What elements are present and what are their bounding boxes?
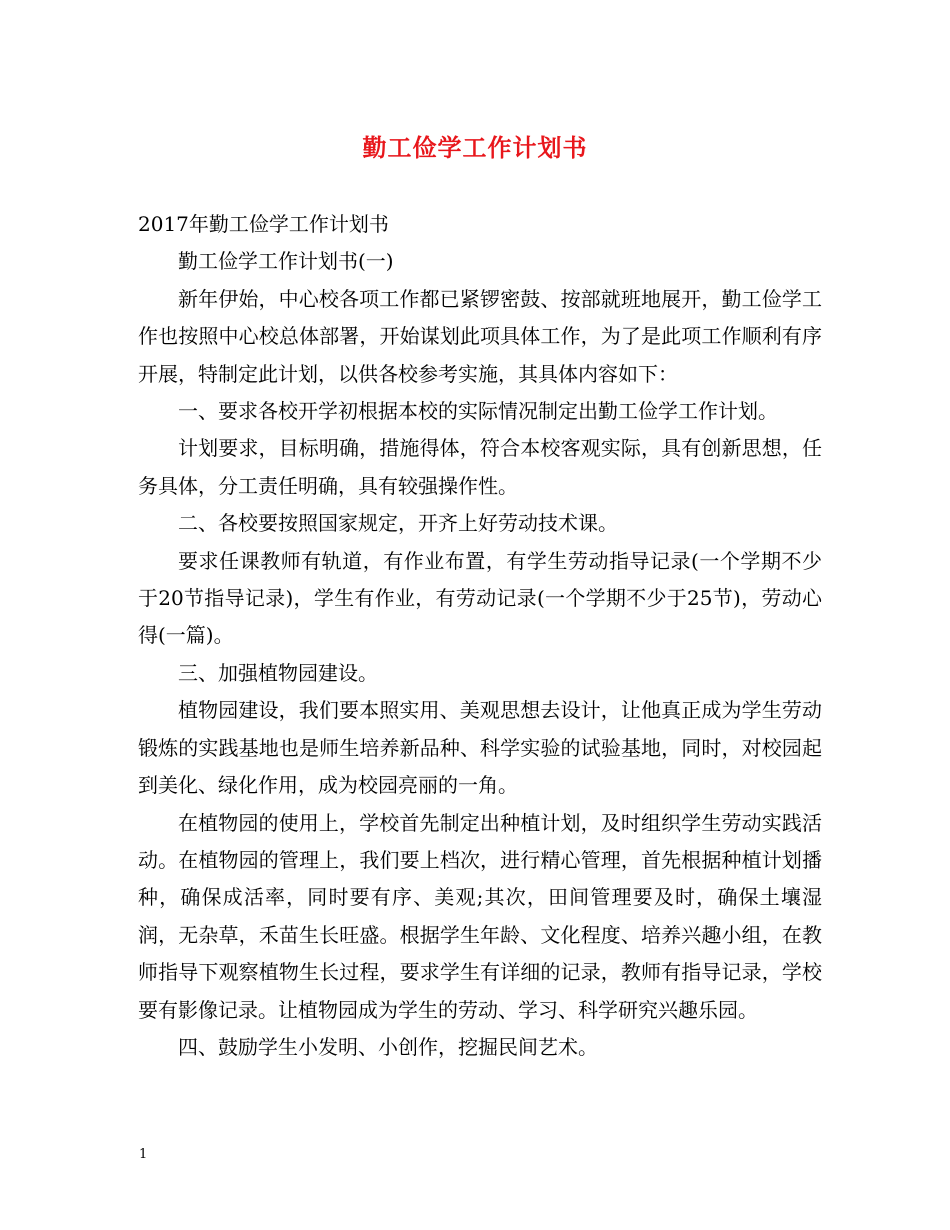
paragraph: 植物园建设，我们要本照实用、美观思想去设计，让他真正成为学生劳动锻炼的实践基地也是师生培养新品种、科学实验的试验基地，同时，对校园起到美化、绿化作用，成为校园亮丽的一角。	[138, 698, 822, 798]
section-heading: 勤工俭学工作计划书(一)	[178, 249, 394, 274]
paragraph: 新年伊始，中心校各项工作都已紧锣密鼓、按部就班地展开，勤工俭学工作也按照中心校总体部署，开始谋划此项具体工作，为了是此项工作顺利有序开展，特制定此计划，以供各校参考实施，其具体内容如下：	[138, 286, 822, 386]
subtitle-line: 2017年勤工俭学工作计划书	[138, 212, 389, 236]
document-title: 勤工俭学工作计划书	[362, 133, 588, 162]
paragraph: 二、各校要按照国家规定，开齐上好劳动技术课。	[178, 511, 618, 536]
paragraph: 三、加强植物园建设。	[178, 660, 378, 685]
paragraph: 要求任课教师有轨道，有作业布置，有学生劳动指导记录(一个学期不少于20节指导记录)，学生有作业，有劳动记录(一个学期不少于25节)，劳动心得(一篇)。	[138, 548, 822, 648]
paragraph: 一、要求各校开学初根据本校的实际情况制定出勤工俭学工作计划。	[178, 399, 778, 424]
paragraph: 计划要求，目标明确，措施得体，符合本校客观实际，具有创新思想，任务具体，分工责任明确，具有较强操作性。	[138, 436, 822, 498]
paragraph: 四、鼓励学生小发明、小创作，挖掘民间艺术。	[178, 1034, 598, 1059]
page-number: 1	[139, 1147, 148, 1162]
document-body	[138, 206, 822, 1066]
paragraph: 在植物园的使用上，学校首先制定出种植计划，及时组织学生劳动实践活动。在植物园的管理上，我们要上档次，进行精心管理，首先根据种植计划播种，确保成活率，同时要有序、美观;其次，田间管理要及时，确保土壤湿润，无杂草，禾苗生长旺盛。根据学生年龄、文化程度、培养兴趣小组，在教师指导下观察植物生长过程，要求学生有详细的记录，教师有指导记录，学校要有影像记录。让植物园成为学生的劳动、学习、科学研究兴趣乐园。	[138, 810, 822, 1022]
